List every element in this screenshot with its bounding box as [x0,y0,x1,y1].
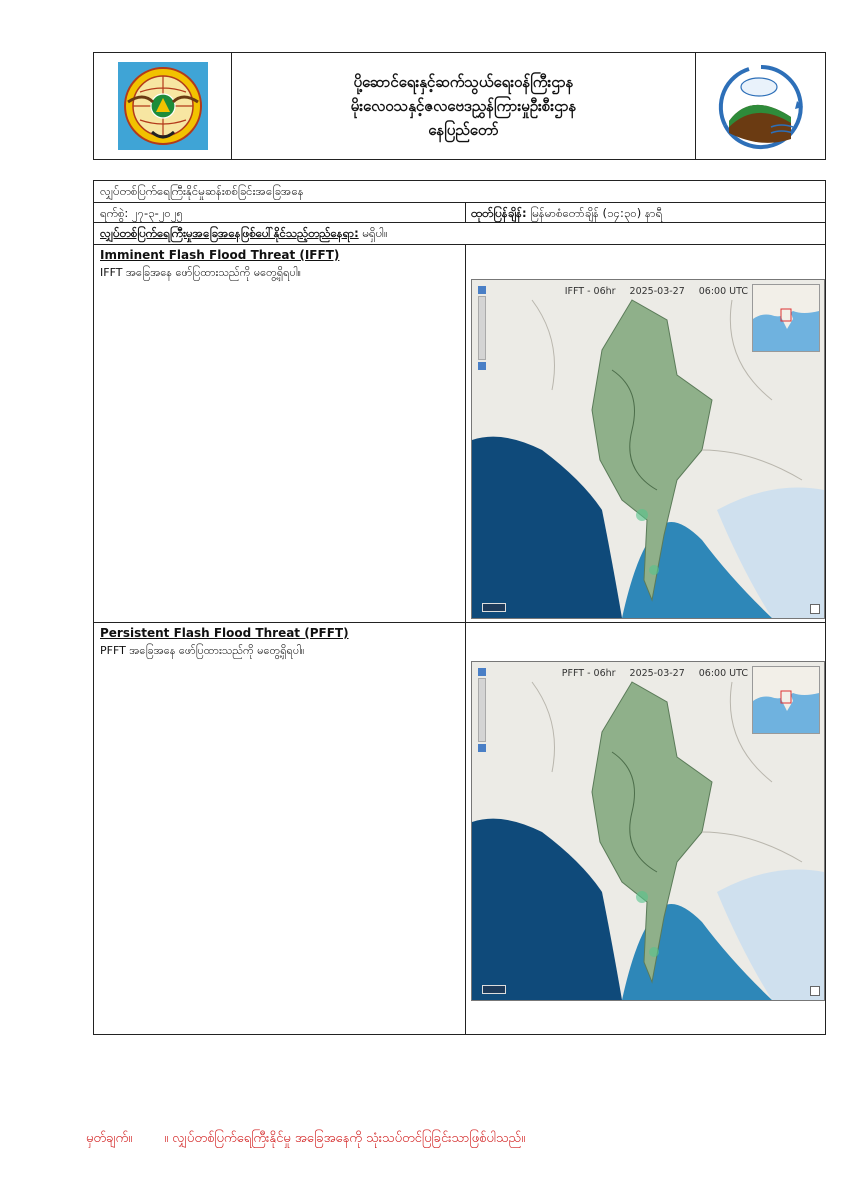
issue-time [471,206,662,223]
pfft-map[interactable] [471,661,825,1001]
pfft-zoom-control[interactable] [478,668,486,754]
zoom-out-button[interactable] [478,362,486,370]
pfft-text: PFFT အခြေအနေ ဖော်ပြထားသည်ကို မတွေ့ရှိရပါ။ [100,644,305,657]
overview-map-icon [753,285,819,351]
ifft-date: 2025-03-27 [629,286,685,297]
zoom-slider[interactable] [478,296,486,360]
pfft-divider [465,623,466,1034]
pfft-scale-bar [482,985,506,994]
report-date: ရက်စွဲ: ၂၇-၃-၂၀၂၅ [100,206,183,220]
note-label: မှတ်ချက်။ [86,1131,133,1146]
overview-map-icon [753,667,819,733]
report-title: လျှပ်တစ်ပြက်ရေကြီးနိုင်မှုဆန်းစစ်ခြင်းအခြေအနေ [100,184,304,198]
pfft-overview-inset [752,666,820,734]
pfft-title: Persistent Flash Flood Threat (PFFT) [100,626,349,640]
pfft-row [94,623,825,1034]
note-text: ။ လျှပ်တစ်ပြက်ရေကြီးနိုင်မှု အခြေအနေကို သုံးသပ်တင်ပြခြင်းသာဖြစ်ပါသည်။ [164,1131,526,1146]
date-row-divider [465,203,466,223]
date-row [94,203,825,223]
footer-note [86,1130,525,1149]
ifft-overview-inset [752,284,820,352]
zoom-out-button[interactable] [478,744,486,752]
pfft-description [94,623,466,663]
right-logo-cell [695,53,825,159]
ifft-zoom-control[interactable] [478,286,486,372]
pfft-info-icon[interactable] [810,986,820,996]
location-name: နေပြည်တော် [428,121,499,139]
hydrology-cycle-logo [711,61,811,151]
pfft-time: 06:00 UTC [698,668,748,679]
ministry-seal-logo [118,62,208,150]
department-name: မိုးလေဝသနှင့်ဇလဗေဒညွှန်ကြားမှုဦးစီးဌာန [350,97,577,115]
zoom-slider[interactable] [478,678,486,742]
ifft-map[interactable] [471,279,825,619]
letterhead-title [232,53,695,159]
issue-time-value: မြန်မာစံတော်ချိန် (၁၄:၃၀) နာရီ [526,206,663,220]
ministry-name: ပို့ဆောင်ရေးနှင့်ဆက်သွယ်ရေးဝန်ကြီးဌာန [353,73,574,91]
left-logo-cell [94,53,232,159]
report-title-row [94,181,825,203]
ifft-row [94,245,825,623]
pfft-product: PFFT - 06hr [561,668,616,679]
ifft-info-icon[interactable] [810,604,820,614]
flash-flood-report-table [93,180,826,1035]
ifft-scale-bar [482,603,506,612]
pfft-map-label [548,668,748,679]
letterhead [93,52,826,160]
threat-location-label: လျှပ်တစ်ပြက်ရေကြီးမှုအခြေအနေဖြစ်ပေါ်နိုင်သည့်တည်နေရာ: [100,226,359,240]
ifft-description [94,245,466,285]
ifft-text: IFFT အခြေအနေ ဖော်ပြထားသည်ကို မတွေ့ရှိရပါ။ [100,266,301,279]
zoom-in-button[interactable] [478,286,486,294]
ifft-divider [465,245,466,623]
pfft-date: 2025-03-27 [629,668,685,679]
threat-location-row [94,223,825,245]
ifft-time: 06:00 UTC [698,286,748,297]
ifft-map-label [551,286,748,297]
ifft-title: Imminent Flash Flood Threat (IFFT) [100,248,340,262]
threat-location-value: မရှိပါ။ [358,226,388,240]
ifft-product: IFFT - 06hr [564,286,616,297]
zoom-in-button[interactable] [478,668,486,676]
issue-time-label: ထုတ်ပြန်ချိန်: [471,206,527,220]
